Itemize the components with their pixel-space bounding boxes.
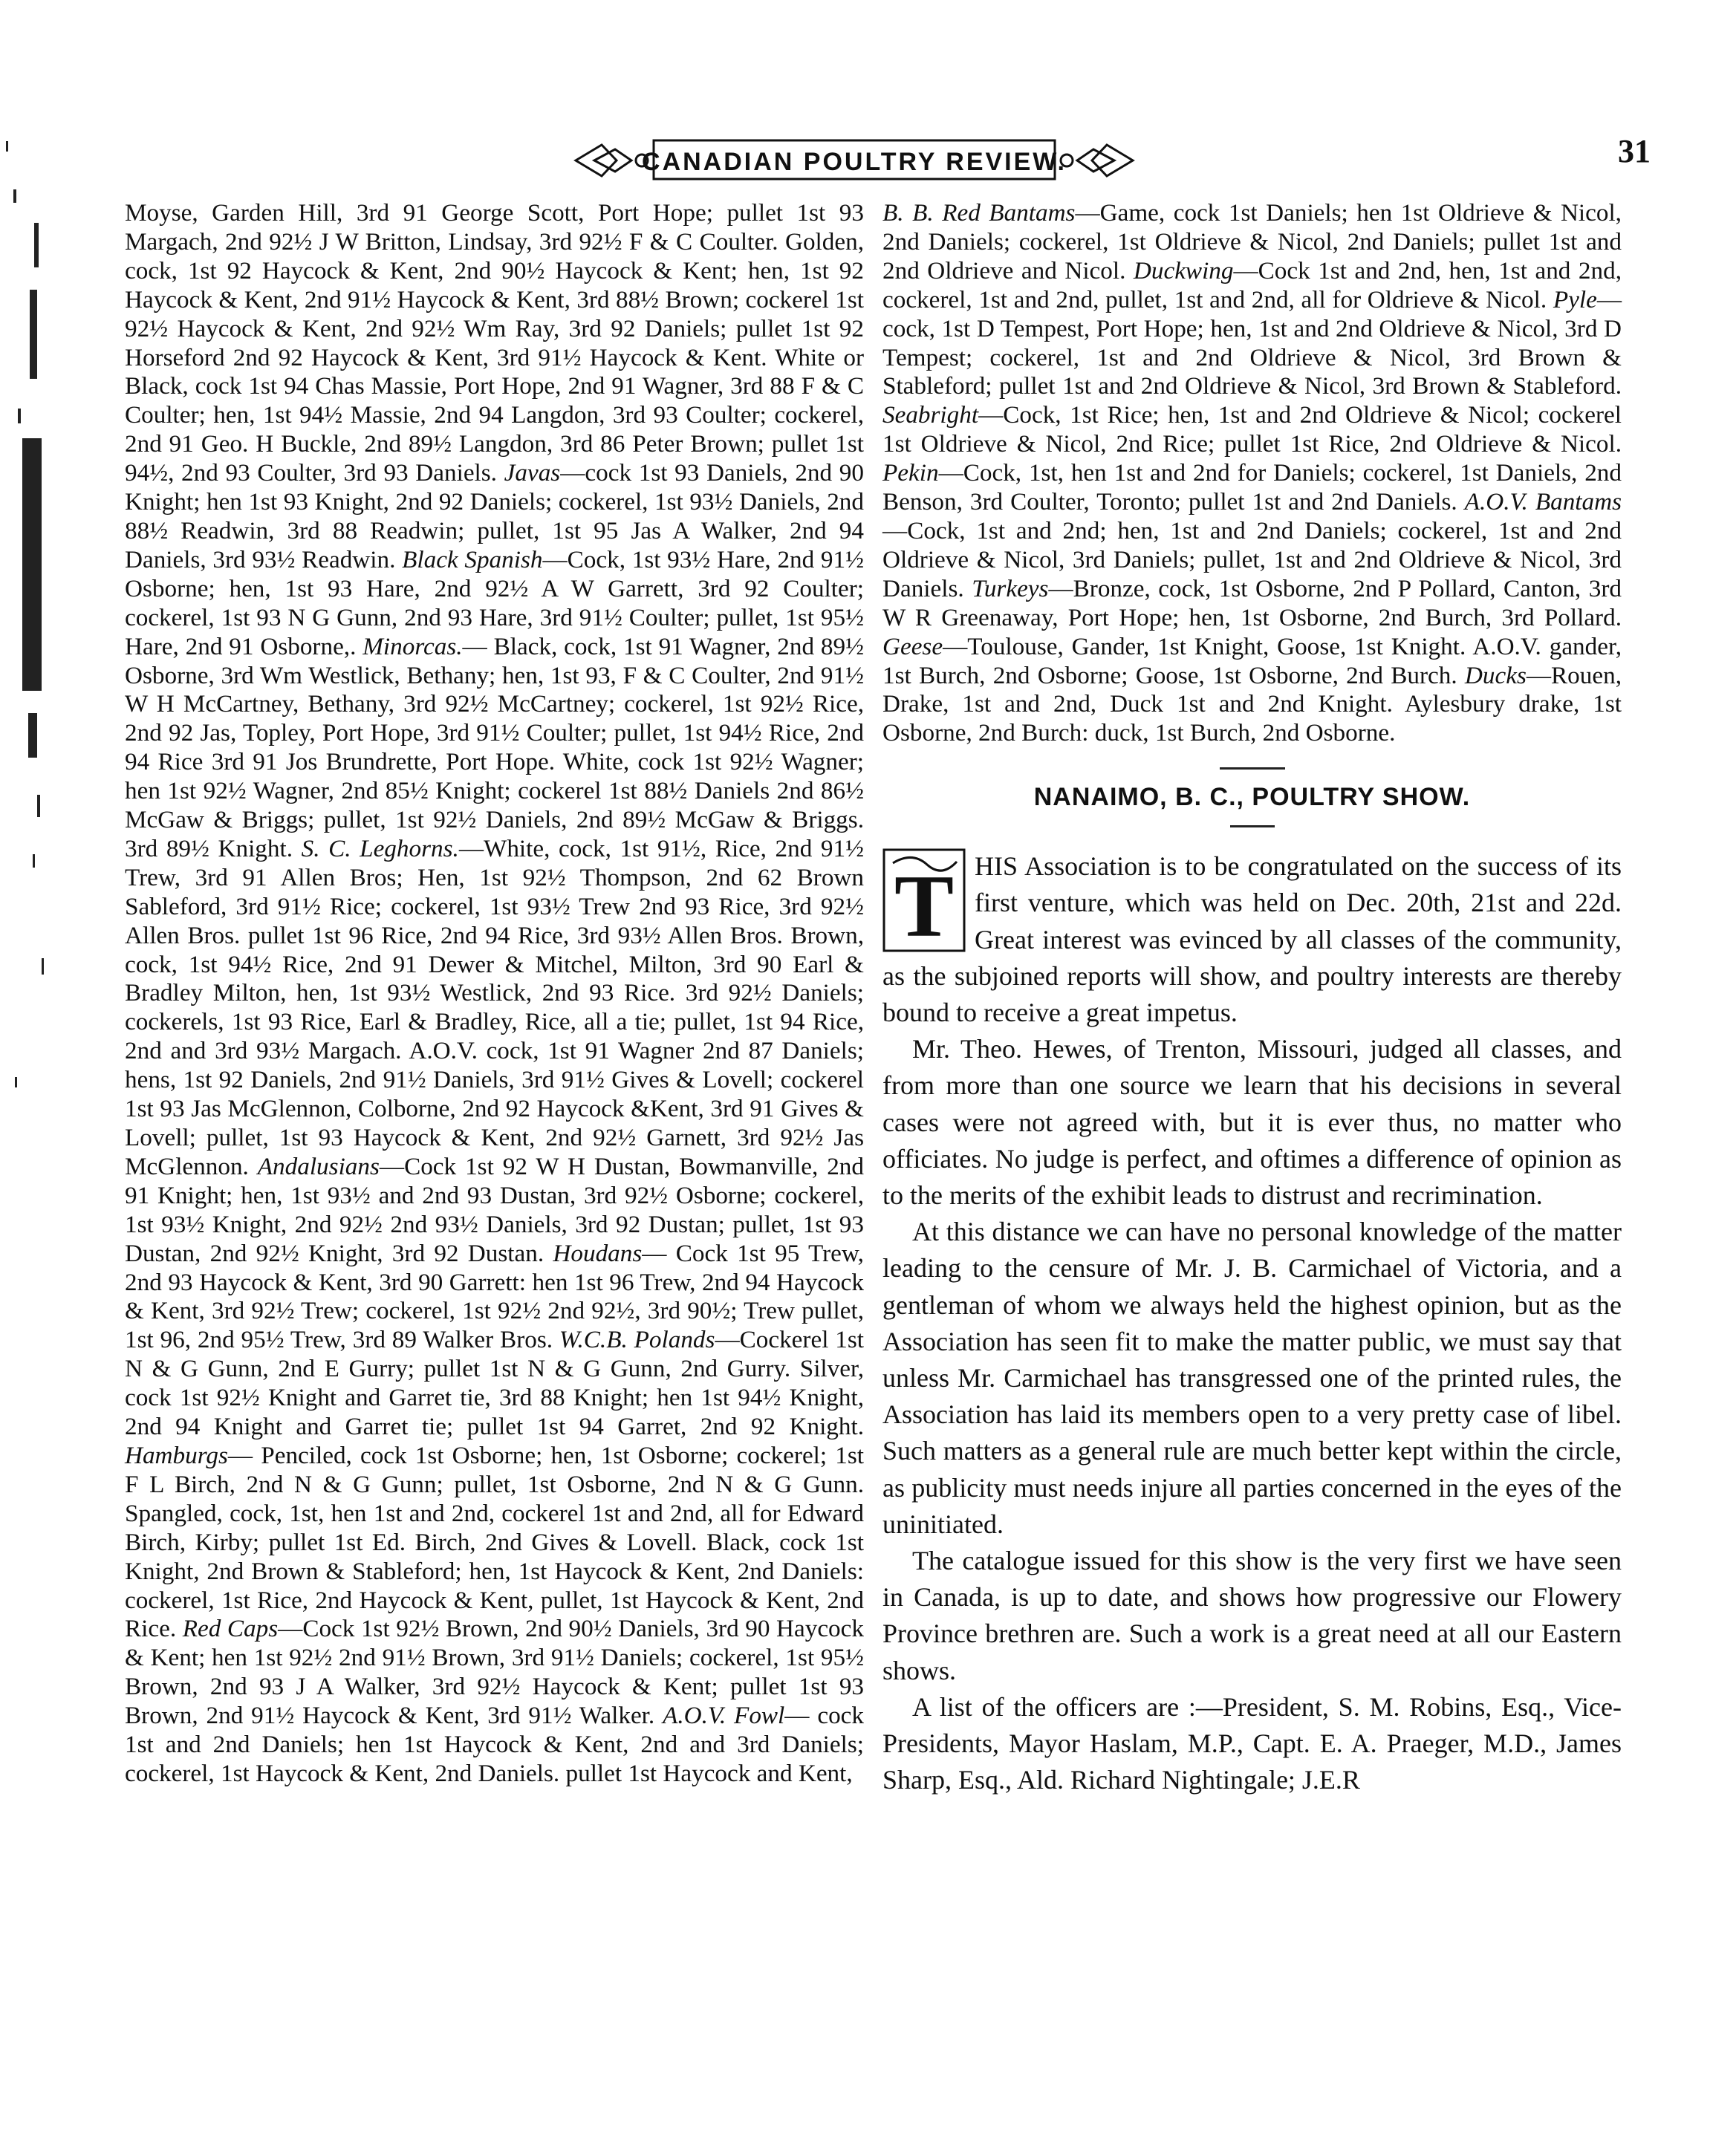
left-breed-heading: S. C. Leghorns. — [301, 834, 459, 862]
left-column — [125, 199, 864, 1789]
left-text: —Cock 1st 92 W H Dustan, Bowmanville, 2nd 91 Knight; hen, 1st 93½ and 2nd 93 Dustan, 3rd 92½ Osborne; cockerel, 1st 93½ Knight, 2nd 92½ 2nd 93½ Daniels, 3rd 92 Dustan; pullet, 1st 93 Dustan, 2nd 92½ Knight, 3rd 92 Dustan. — [125, 1152, 864, 1267]
left-text: — Cock 1st 95 Trew, 2nd 93 Haycock & Kent, 3rd 90 Garrett: hen 1st 96 Trew, 2nd 94 Haycock & Kent, 3rd 92½ Trew; cockerel, 1st 92½ 2nd 92½, 3rd 90½; Trew pullet, 1st 96, 2nd 95½ Trew, 3rd 89 Walker Bros. — [125, 1239, 864, 1354]
left-breed-heading: Houdans — [553, 1239, 643, 1267]
article-paragraph-3: At this distance we can have no personal knowledge of the matter leading to the censure of Mr. J. B. Carmichael of Victoria, and a gentleman of whom we always held the highest opinion, but as the Association has seen fit to make the matter public, we must say that unless Mr. Carmichael has transgressed one of the printed rules, the Association has laid its members open to a very pretty case of libel. Such matters as a general rule are much better kept within the circle, as publicity must needs injure all parties concerned in the eyes of the uninitiated. — [882, 1217, 1622, 1539]
right-breed-heading: Geese — [882, 632, 943, 660]
drop-cap — [882, 848, 966, 952]
left-breed-heading: Red Caps — [182, 1615, 279, 1643]
article-paragraph-4: The catalogue issued for this show is the very first we have seen in Canada, is up to date, and shows how progressive our Flowery Province brethren are. Such a work is a great need at all our Eastern shows. — [882, 1545, 1622, 1685]
left-breed-heading: Hamburgs — [125, 1441, 228, 1469]
page-number: 31 — [1618, 133, 1651, 169]
left-text: —Cock, 1st 93½ Hare, 2nd 91½ Osborne; hen, 1st 93 Hare, 2nd 92½ A W Garrett, 3rd 92 Coulter; cockerel, 1st 93 N G Gunn, 2nd 93 Hare, 3rd 91½ Coulter; pullet, 1st 95½ Hare, 2nd 91 Osborne,. — [125, 545, 865, 660]
scan-edge-marks — [0, 119, 52, 1233]
left-text: — Penciled, cock 1st Osborne; hen, 1st Osborne; cockerel; 1st F L Birch, 2nd N & G Gunn; pullet, 1st Osborne, 2nd N & G Gunn. Spangled, cock, 1st, hen 1st and 2nd, cockerel 1st and 2nd, all for Edward Birch, Kirby; pullet 1st Ed. Birch, 2nd Gives & Lovell. Black, cock 1st Knight, 2nd Brown & Stableford; hen, 1st Haycock & Kent, 2nd Daniels: cockerel, 1st Rice, 2nd Haycock & Kent, pullet, 1st Haycock & Kent, 2nd Rice. — [125, 1441, 864, 1643]
show-results-continuation — [882, 199, 1622, 748]
right-text: —Game, cock 1st Daniels; hen 1st Oldrieve & Nicol, 2nd Daniels; cockerel, 1st Oldrieve & Nicol, 2nd Daniels; pullet 1st and 2nd Oldrieve and Nicol. — [882, 199, 1622, 284]
masthead — [572, 130, 1137, 191]
right-text: —Cock, 1st, hen 1st and 2nd for Daniels; cockerel, 1st Daniels, 2nd Benson, 3rd Coulter, Toronto; pullet 1st and 2nd Daniels. — [882, 459, 1622, 516]
article-title: NANAIMO, B. C., POULTRY SHOW. — [1033, 783, 1471, 812]
left-breed-heading: W.C.B. Polands — [559, 1326, 715, 1354]
left-text: —Cockerel 1st N & G Gunn, 2nd E Gurry; pullet 1st N & G Gunn, 2nd Gurry. Silver, cock 1st 92½ Knight and Garret tie, 3rd 88 Knight; hen 1st 94½ Knight, 2nd 94 Knight and Garret tie; pullet 1st 94 Garret, 2nd 92 Knight. — [125, 1326, 864, 1441]
masthead-title: CANADIAN POULTRY REVIEW. — [642, 148, 1067, 176]
left-text: —cock 1st 93 Daniels, 2nd 90 Knight; hen 1st 93 Knight, 2nd 92 Daniels; cockerel, 1st 93½ Daniels, 2nd 88½ Readwin, 3rd 88 Readwin; pullet, 1st 95 Jas A Walker, 2nd 94 Daniels, 3rd 93½ Readwin. — [125, 459, 864, 573]
right-text: —Rouen, Drake, 1st and 2nd, Duck 1st and 2nd Knight. Aylesbury drake, 1st Osborne, 2nd Burch: duck, 1st Burch, 2nd Osborne. — [882, 661, 1622, 747]
left-text: — cock 1st and 2nd Daniels; hen 1st Haycock & Kent, 2nd and 3rd Daniels; cockerel, 1st Haycock & Kent, 2nd Daniels. pullet 1st Haycock and Kent, — [125, 1702, 864, 1787]
article-paragraph-2: Mr. Theo. Hewes, of Trenton, Missouri, judged all classes, and from more than one source we learn that his decisions in several cases were not agreed with, but it is ever thus, no matter who officiates. No judge is perfect, and oftimes a difference of opinion as to the merits of the exhibit leads to distrust and recrimination. — [882, 1034, 1622, 1210]
left-breed-heading: A.O.V. Fowl — [663, 1702, 785, 1730]
left-text: — Black, cock, 1st 91 Wagner, 2nd 89½ Osborne, 3rd Wm Westlick, Bethany; hen, 1st 93, F & C Coulter, 2nd 91½ W H McCartney, Bethany, 3rd 92½ McCartney; cockerel, 1st 92½ Rice, 2nd 92 Jas, Topley, Port Hope, 3rd 91½ Coulter; pullet, 1st 94½ Rice, 2nd 94 Rice 3rd 91 Jos Brundrette, Port Hope. White, cock 1st 92½ Wagner; hen 1st 92½ Wagner, 2nd 85½ Knight; cockerel 1st 88½ Daniels 2nd 86½ McGaw & Briggs; pullet, 1st 92½ Daniels, 2nd 89½ McGaw & Briggs. 3rd 89½ Knight. — [125, 632, 864, 862]
right-text: —Cock, 1st Rice; hen, 1st and 2nd Oldrieve & Nicol; cockerel 1st Oldrieve & Nicol, 2nd Rice; pullet 1st Rice, 2nd Oldrieve & Nicol. — [882, 401, 1622, 458]
right-breed-heading: Seabright — [882, 401, 979, 429]
article-paragraph-1 — [882, 848, 1622, 1031]
drop-cap-letter: T — [894, 856, 955, 953]
article-body — [882, 848, 1622, 1798]
left-text: —Cock 1st 92½ Brown, 2nd 90½ Daniels, 3rd 90 Haycock & Kent; hen 1st 92½ 2nd 91½ Brown, 3rd 91½ Daniels; cockerel, 1st 95½ Brown, 2nd 93 J A Walker, 3rd 92½ Haycock & Kent; pullet 1st 93 Brown, 2nd 91½ Haycock & Kent, 3rd 91½ Walker. — [125, 1615, 864, 1730]
title-divider — [1230, 825, 1275, 827]
right-breed-heading: B. B. Red Bantams — [882, 199, 1076, 227]
masthead-ornament — [572, 130, 1137, 191]
left-breed-heading: Black Spanish — [402, 545, 543, 573]
right-text: —Bronze, cock, 1st Osborne, 2nd P Pollard, Canton, 3rd W R Greenaway, Port Hope; hen, 1st Osborne, 2nd Burch, 3rd Pollard. — [882, 574, 1622, 631]
section-divider — [1220, 767, 1285, 770]
right-breed-heading: Pyle — [1553, 285, 1597, 313]
left-breed-heading: Minorcas. — [363, 632, 463, 660]
left-breed-heading: Andalusians — [257, 1152, 380, 1180]
show-results-paragraph — [125, 199, 864, 1789]
right-text: —Cock, 1st and 2nd; hen, 1st and 2nd Daniels; cockerel, 1st and 2nd Oldrieve & Nicol, 3rd Daniels; pullet, 1st and 2nd Oldrieve & Nicol, 3rd Daniels. — [882, 516, 1622, 602]
right-text: —Cock 1st and 2nd, hen, 1st and 2nd, cockerel, 1st and 2nd, pullet, 1st and 2nd, all for Oldrieve & Nicol. — [882, 256, 1622, 313]
article-paragraph-5: A list of the officers are :—President, S. M. Robins, Esq., Vice-Presidents, Mayor Haslam, M.P., Capt. E. A. Praeger, M.D., James Sharp, Esq., Ald. Richard Nightingale; J.E.R — [882, 1691, 1622, 1795]
left-text: Moyse, Garden Hill, 3rd 91 George Scott, Port Hope; pullet 1st 93 Margach, 2nd 92½ J W Britton, Lindsay, 3rd 92½ F & C Coulter. Golden, cock, 1st 92 Haycock & Kent, 2nd 90½ Haycock & Kent; hen, 1st 92 Haycock & Kent, 2nd 91½ Haycock & Kent, 3rd 88½ Brown; cockerel 1st 92½ Haycock & Kent, 2nd 92½ Wm Ray, 3rd 92 Daniels; pullet 1st 92 Horseford 2nd 92 Haycock & Kent, 3rd 91½ Haycock & Kent. White or Black, cock 1st 94 Chas Massie, Port Hope, 2nd 91 Wagner, 3rd 88 F & C Coulter; hen, 1st 94½ Massie, 2nd 94 Langdon, 3rd 93 Coulter; cockerel, 2nd 91 Geo. H Buckle, 2nd 89½ Langdon, 3rd 86 Peter Brown; pullet 1st 94½, 2nd 93 Coulter, 3rd 93 Daniels. — [125, 199, 864, 487]
right-column — [882, 199, 1622, 1798]
right-breed-heading: Turkeys — [972, 574, 1049, 602]
right-breed-heading: Ducks — [1464, 661, 1527, 689]
left-breed-heading: Javas — [504, 459, 561, 487]
right-text: — cock, 1st D Tempest, Port Hope; hen, 1st and 2nd Oldrieve & Nicol, 3rd D Tempest; cockerel, 1st and 2nd Oldrieve & Nicol, 3rd Brown & Stableford; pullet 1st and 2nd Oldrieve & Nicol, 3rd Brown & Stableford. — [882, 285, 1622, 400]
right-text: —Toulouse, Gander, 1st Knight, Goose, 1st Knight. A.O.V. gander, 1st Burch, 2nd Osborne; Goose, 1st Osborne, 2nd Burch. — [882, 632, 1622, 689]
right-breed-heading: A.O.V. Bantams — [1464, 488, 1622, 516]
right-breed-heading: Pekin — [882, 459, 939, 487]
article-paragraph-1-text: HIS Association is to be congratulated on the success of its first venture, which was held on Dec. 20th, 21st and 22d. Great interest was evinced by all classes of the community, as the subjoined reports will show, and poultry interests are thereby bound to receive a great impetus. — [882, 851, 1622, 1027]
right-breed-heading: Duckwing — [1133, 256, 1234, 284]
left-text: —White, cock, 1st 91½, Rice, 2nd 91½ Trew, 3rd 91 Allen Bros; Hen, 1st 92½ Thompson, 2nd 62 Brown Sableford, 3rd 91½ Rice; cockerel, 1st 93½ Trew 2nd 93 Rice, 3rd 92½ Allen Bros. pullet 1st 96 Rice, 2nd 94 Rice, 3rd 93½ Allen Bros. Brown, cock, 1st 94½ Rice, 2nd 91 Dewer & Mitchel, Milton, 3rd 90 Earl & Bradley Milton, hen, 1st 93½ Westlick, 2nd 93 Rice. 3rd 92½ Daniels; cockerels, 1st 93 Rice, Earl & Bradley, Rice, all a tie; pullet, 1st 94 Rice, 2nd and 3rd 93½ Margach. A.O.V. cock, 1st 91 Wagner 2nd 87 Daniels; hens, 1st 92 Daniels, 2nd 91½ Daniels, 3rd 91½ Gives & Lovell; cockerel 1st 93 Jas McGlennon, Colborne, 2nd 92 Haycock &Kent, 3rd 91 Gives & Lovell; pullet, 1st 93 Haycock & Kent, 2nd 92½ Garnett, 3rd 92½ Jas McGlennon. — [125, 834, 864, 1180]
